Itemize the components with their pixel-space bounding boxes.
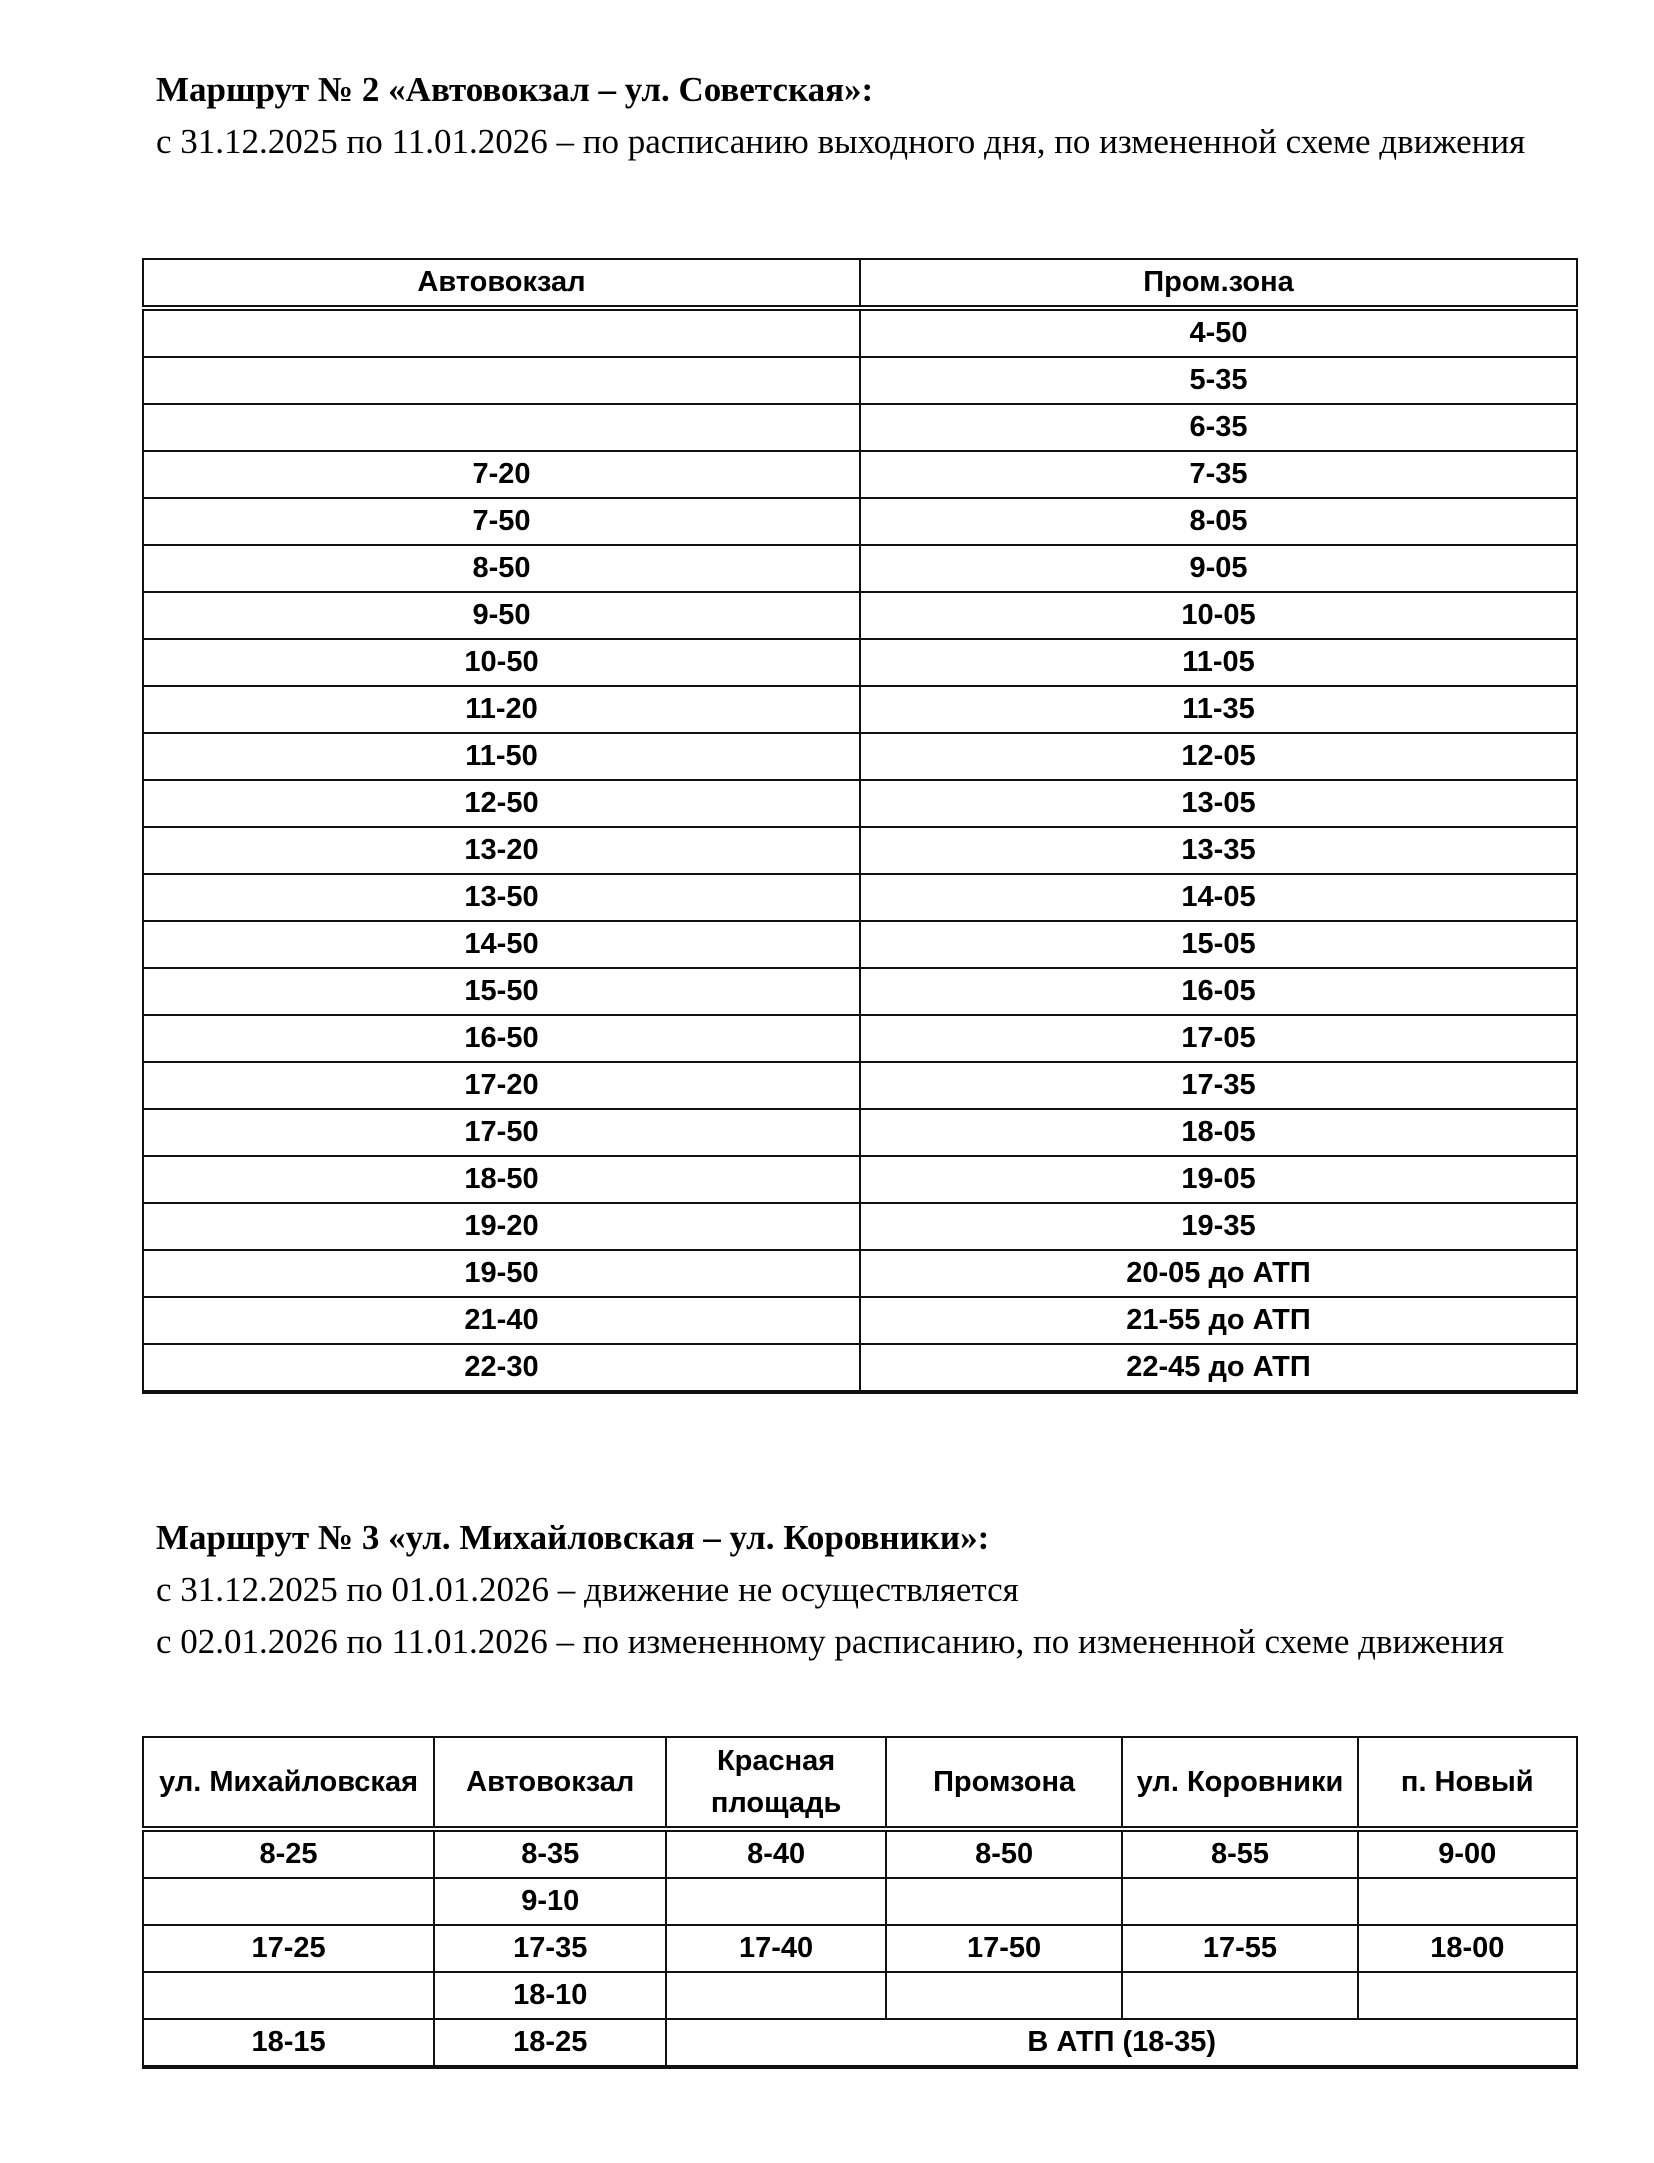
table-row: [143, 639, 1577, 686]
table-cell: 8-05: [860, 498, 1577, 545]
route-2-description: с 31.12.2025 по 11.01.2026 – по расписанию выходного дня, по измененной схеме движения: [156, 122, 1526, 161]
table-row: [143, 1925, 1577, 1972]
table-cell: 13-05: [860, 780, 1577, 827]
table-cell: 18-50: [143, 1156, 860, 1203]
table-cell: [143, 404, 860, 451]
table-cell: 14-05: [860, 874, 1577, 921]
table-cell: 15-05: [860, 921, 1577, 968]
column-header: Красная площадь: [666, 1737, 885, 1829]
table-cell: [1122, 1972, 1357, 2019]
table-cell: [143, 308, 860, 357]
table-cell: 8-40: [666, 1829, 885, 1878]
table-row: [143, 921, 1577, 968]
table-row: [143, 874, 1577, 921]
table-row: [143, 2019, 1577, 2067]
table-cell: [886, 1878, 1123, 1925]
table-cell: 8-35: [434, 1829, 666, 1878]
table-cell: 13-35: [860, 827, 1577, 874]
table-row: [143, 1250, 1577, 1297]
header-row: [143, 1737, 1577, 1829]
table-cell: 21-40: [143, 1297, 860, 1344]
table-cell: 13-50: [143, 874, 860, 921]
table-cell: 9-05: [860, 545, 1577, 592]
table-cell: [666, 1878, 885, 1925]
table-row: [143, 404, 1577, 451]
table-row: [143, 1203, 1577, 1250]
route-3-schedule-table: [142, 1736, 1578, 2069]
table-cell: [143, 357, 860, 404]
table-cell: 17-40: [666, 1925, 885, 1972]
table-cell: 7-50: [143, 498, 860, 545]
route-2-schedule-table: [142, 258, 1578, 1394]
table-cell: 5-35: [860, 357, 1577, 404]
table-cell: 17-35: [434, 1925, 666, 1972]
table-cell: 17-35: [860, 1062, 1577, 1109]
table-row: [143, 780, 1577, 827]
route-3-description-line-1: с 31.12.2025 по 01.01.2026 – движение не осуществляется: [156, 1570, 1019, 1609]
table-cell: 18-00: [1358, 1925, 1577, 1972]
table-row: [143, 592, 1577, 639]
table-cell: [143, 1972, 434, 2019]
table-cell: 22-30: [143, 1344, 860, 1392]
table-cell: 7-35: [860, 451, 1577, 498]
table-row: [143, 1972, 1577, 2019]
table-cell: 8-25: [143, 1829, 434, 1878]
table-row: [143, 451, 1577, 498]
table-cell: [143, 1878, 434, 1925]
table-cell: В АТП (18-35): [666, 2019, 1577, 2067]
table-cell: 19-20: [143, 1203, 860, 1250]
table-row: [143, 1878, 1577, 1925]
table-cell: 18-10: [434, 1972, 666, 2019]
table-cell: 9-00: [1358, 1829, 1577, 1878]
table-row: [143, 545, 1577, 592]
table-cell: 16-05: [860, 968, 1577, 1015]
table-cell: 18-25: [434, 2019, 666, 2067]
table-cell: 15-50: [143, 968, 860, 1015]
route-3-title: Маршрут № 3 «ул. Михайловская – ул. Коровники»:: [156, 1518, 990, 1557]
table-cell: 14-50: [143, 921, 860, 968]
table-cell: 12-05: [860, 733, 1577, 780]
table-cell: 8-55: [1122, 1829, 1357, 1878]
table-cell: [1122, 1878, 1357, 1925]
table-cell: 7-20: [143, 451, 860, 498]
column-header: Пром.зона: [860, 259, 1577, 308]
table-cell: 22-45 до АТП: [860, 1344, 1577, 1392]
table-cell: 17-20: [143, 1062, 860, 1109]
table-row: [143, 1829, 1577, 1878]
table-cell: 21-55 до АТП: [860, 1297, 1577, 1344]
table-row: [143, 1297, 1577, 1344]
table-cell: 11-35: [860, 686, 1577, 733]
table-row: [143, 733, 1577, 780]
table-cell: [1358, 1878, 1577, 1925]
section-route-2: [156, 64, 1578, 168]
column-header: Автовокзал: [434, 1737, 666, 1829]
table-cell: 17-05: [860, 1015, 1577, 1062]
table-cell: 8-50: [886, 1829, 1123, 1878]
route-3-description-line-2: с 02.01.2026 по 11.01.2026 – по измененному расписанию, по измененной схеме движения: [156, 1622, 1505, 1661]
table-row: [143, 357, 1577, 404]
table-row: [143, 686, 1577, 733]
table-cell: 6-35: [860, 404, 1577, 451]
section-route-3: [156, 1512, 1578, 1668]
table-cell: 10-05: [860, 592, 1577, 639]
table-cell: 19-50: [143, 1250, 860, 1297]
table-cell: 17-50: [143, 1109, 860, 1156]
table-row: [143, 1015, 1577, 1062]
table-cell: [666, 1972, 885, 2019]
table-cell: 11-20: [143, 686, 860, 733]
column-header: ул. Коровники: [1122, 1737, 1357, 1829]
table-cell: 9-10: [434, 1878, 666, 1925]
table-row: [143, 1062, 1577, 1109]
table-cell: 8-50: [143, 545, 860, 592]
table-cell: 16-50: [143, 1015, 860, 1062]
table-cell: 4-50: [860, 308, 1577, 357]
table-cell: 17-55: [1122, 1925, 1357, 1972]
table-cell: 17-25: [143, 1925, 434, 1972]
table-cell: [886, 1972, 1123, 2019]
column-header: Промзона: [886, 1737, 1123, 1829]
table-row: [143, 498, 1577, 545]
table-cell: 18-15: [143, 2019, 434, 2067]
table-row: [143, 1156, 1577, 1203]
table-cell: 17-50: [886, 1925, 1123, 1972]
table-cell: 11-05: [860, 639, 1577, 686]
route-2-title: Маршрут № 2 «Автовокзал – ул. Советская»:: [156, 70, 874, 109]
table-row: [143, 1344, 1577, 1392]
table-cell: 18-05: [860, 1109, 1577, 1156]
column-header: ул. Михайловская: [143, 1737, 434, 1829]
table-cell: 20-05 до АТП: [860, 1250, 1577, 1297]
table-row: [143, 1109, 1577, 1156]
table-cell: 10-50: [143, 639, 860, 686]
table-row: [143, 827, 1577, 874]
table-row: [143, 308, 1577, 357]
table-cell: 12-50: [143, 780, 860, 827]
column-header: Автовокзал: [143, 259, 860, 308]
column-header: п. Новый: [1358, 1737, 1577, 1829]
table-cell: 13-20: [143, 827, 860, 874]
table-cell: [1358, 1972, 1577, 2019]
table-cell: 11-50: [143, 733, 860, 780]
header-row: [143, 259, 1577, 308]
table-cell: 19-35: [860, 1203, 1577, 1250]
table-cell: 9-50: [143, 592, 860, 639]
table-row: [143, 968, 1577, 1015]
table-cell: 19-05: [860, 1156, 1577, 1203]
